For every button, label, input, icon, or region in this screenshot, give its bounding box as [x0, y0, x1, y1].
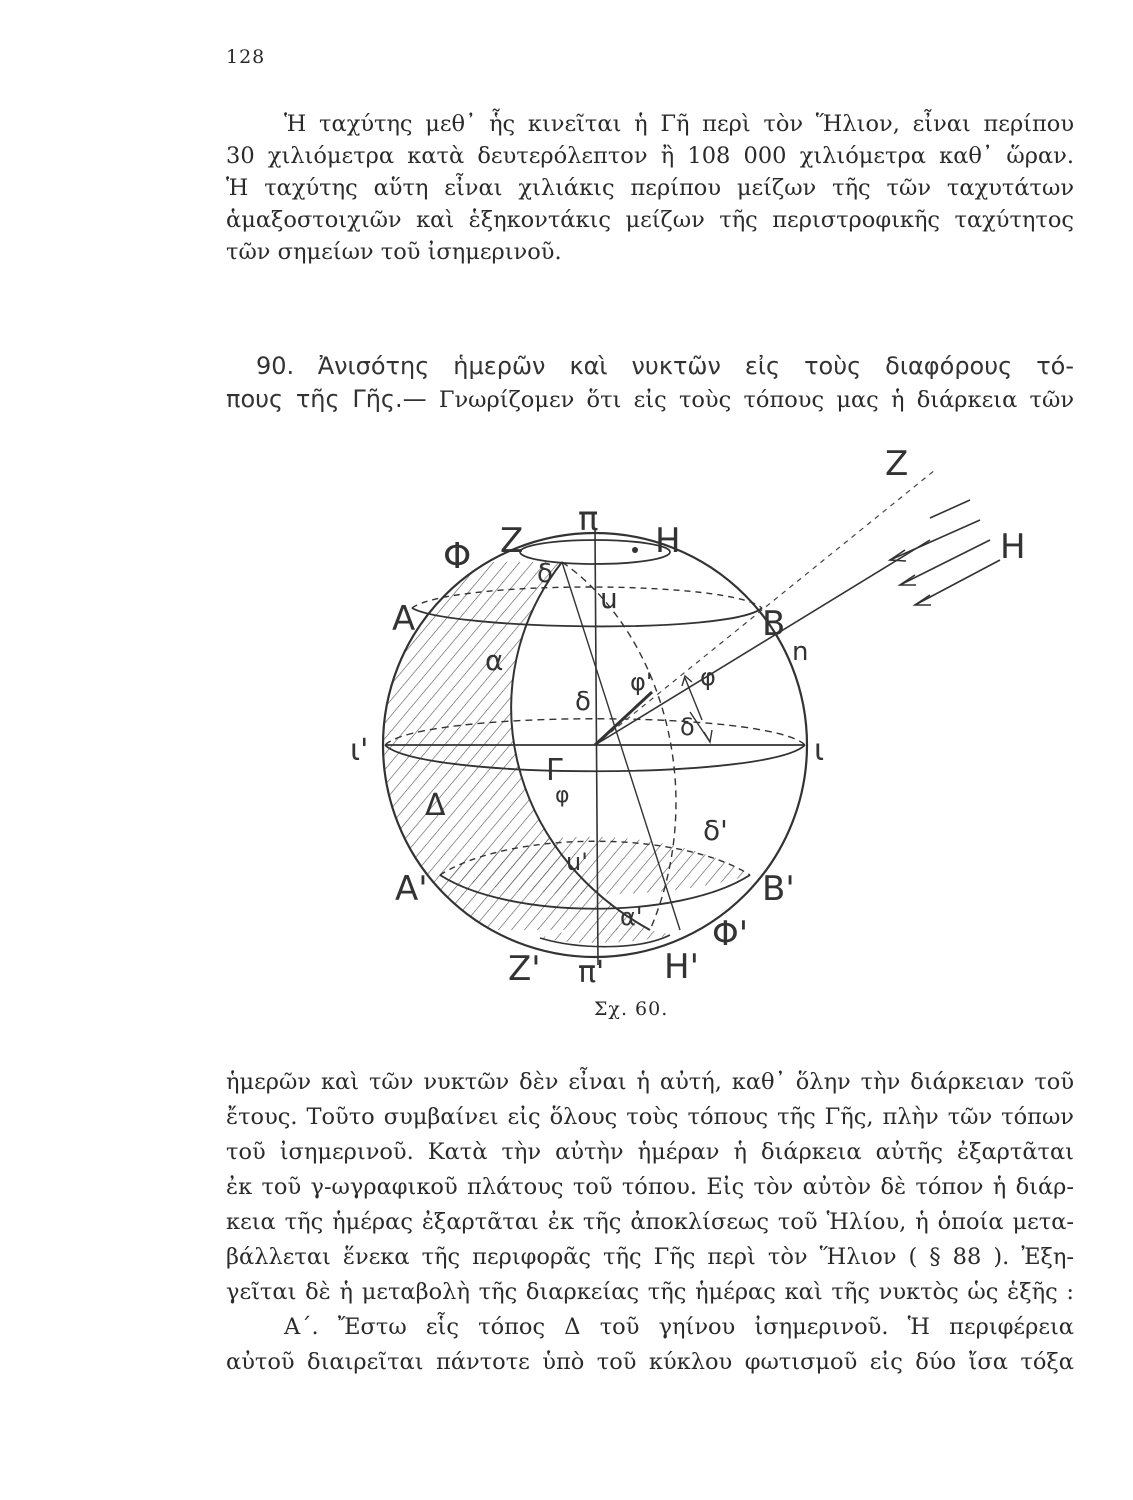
label-delta-center: δ	[575, 687, 591, 717]
section-90	[226, 350, 1074, 416]
section-heading-cont: πους τῆς Γῆς.—	[226, 385, 427, 413]
label-H-prime: H'	[664, 947, 699, 987]
label-phi-prime: φ'	[630, 668, 653, 696]
label-phi-arc: φ	[700, 663, 716, 691]
label-Z-top: Z	[885, 444, 909, 484]
figure-60-diagram	[330, 430, 1090, 990]
text-line: κεια τῆς ἡμέρας ἐξαρτᾶται ἐκ τῆς ἀποκλίσεως τοῦ Ἡλίου, ἡ ὁποία μετα-	[226, 1209, 1074, 1235]
text-line: ἐκ τοῦ γ-ωγραφικοῦ πλάτους τοῦ τόπου. Εἰς τὸν αὐτὸν δὲ τόπον ἡ διάρ-	[226, 1174, 1074, 1200]
body-paragraph	[226, 1065, 1074, 1380]
intro-paragraph	[226, 108, 1074, 268]
label-Z-prime: Z'	[508, 949, 541, 989]
label-n: n	[792, 637, 809, 667]
text-line: ἁμαξοστοιχιῶν καὶ ἑξηκοντάκις μείζων τῆς περιστροφικῆς ταχύτητος	[226, 207, 1074, 233]
text-line: Α΄. Ἔστω εἷς τόπος Δ τοῦ γηίνου ἰσημερινοῦ. Ἡ περιφέρεια	[284, 1314, 1074, 1340]
label-H: H	[655, 521, 681, 561]
sun-rays-icon	[890, 500, 1000, 605]
label-phi-low: φ	[555, 783, 570, 808]
text-line: γεῖται δὲ ἡ μεταβολὴ τῆς διαρκείας τῆς ἡμέρας καὶ τῆς νυκτὸς ὡς ἑξῆς :	[226, 1279, 1074, 1305]
label-iota-prime: ι'	[350, 733, 369, 768]
label-delta-top: δ	[537, 559, 553, 589]
page-number: 128	[226, 46, 266, 68]
text-line: Ἡ ταχύτης μεθ᾽ ἧς κινεῖται ἡ Γῆ περὶ τὸν Ἥλιον, εἶναι περίπου	[284, 111, 1074, 137]
label-Delta: Δ	[425, 788, 446, 823]
label-B: B	[762, 604, 786, 644]
text-line: τοῦ ἰσημερινοῦ. Κατὰ τὴν αὐτὴν ἡμέραν ἡ διάρκεια αὐτῆς ἐξαρτᾶται	[226, 1139, 1074, 1165]
section-number: 90.	[256, 352, 295, 380]
label-Pi: π	[578, 499, 599, 539]
label-A-prime: A'	[395, 869, 428, 909]
label-Phi: Φ	[443, 536, 472, 577]
section-heading-line	[226, 350, 1074, 383]
text-line: τῶν σημείων τοῦ ἰσημερινοῦ.	[226, 239, 562, 265]
label-u: u	[600, 582, 618, 615]
text-line: ἔτους. Τοῦτο συμβαίνει εἰς ὅλους τοὺς τόπους τῆς Γῆς, πλὴν τῶν τόπων	[226, 1104, 1074, 1130]
text-line: 30 χιλιόμετρα κατὰ δευτερόλεπτον ἢ 108 000 χιλιόμετρα καθ᾽ ὥραν.	[226, 143, 1074, 169]
section-heading-line-2	[226, 383, 1074, 416]
south-cap-shading	[540, 928, 670, 943]
label-B-prime: B'	[762, 869, 795, 909]
label-u-prime: u'	[566, 848, 588, 876]
figure-caption: Σχ. 60.	[594, 998, 669, 1020]
section-text: Γνωρίζομεν ὅτι εἰς τοὺς τόπους μας ἡ διάρκεια τῶν	[438, 387, 1075, 413]
text-line: αὐτοῦ διαιρεῖται πάντοτε ὑπὸ τοῦ κύκλου φωτισμοῦ εἰς δύο ἴσα τόξα	[226, 1349, 1074, 1375]
label-Pi-prime: π'	[578, 955, 605, 990]
label-H-right: H	[1000, 527, 1026, 567]
section-heading: Ἀνισότης ἡμερῶν καὶ νυκτῶν εἰς τοὺς διαφόρους τό-	[317, 352, 1074, 380]
text-line: βάλλεται ἕνεκα τῆς περιφορᾶς τῆς Γῆς περὶ τὸν Ἥλιον ( § 88 ). Ἐξη-	[226, 1244, 1074, 1270]
pole-point	[632, 547, 638, 553]
label-alpha-prime: α'	[620, 903, 643, 931]
label-delta-prime: δ'	[703, 814, 728, 847]
label-Phi-prime: Φ'	[712, 914, 749, 954]
label-Z: Z	[500, 521, 524, 561]
label-Gamma: Γ	[546, 753, 563, 788]
label-delta-arc: δ	[680, 713, 695, 741]
text-line: ἡμερῶν καὶ τῶν νυκτῶν δὲν εἶναι ἡ αὐτή, καθ᾽ ὅλην τὴν διάρκειαν τοῦ	[226, 1069, 1074, 1095]
label-A: A	[392, 599, 416, 639]
label-iota: ι	[814, 733, 825, 768]
label-alpha: α	[485, 644, 504, 677]
text-line: Ἡ ταχύτης αὕτη εἶναι χιλιάκις περίπου μείζων τῆς τῶν ταχυτάτων	[226, 175, 1074, 201]
